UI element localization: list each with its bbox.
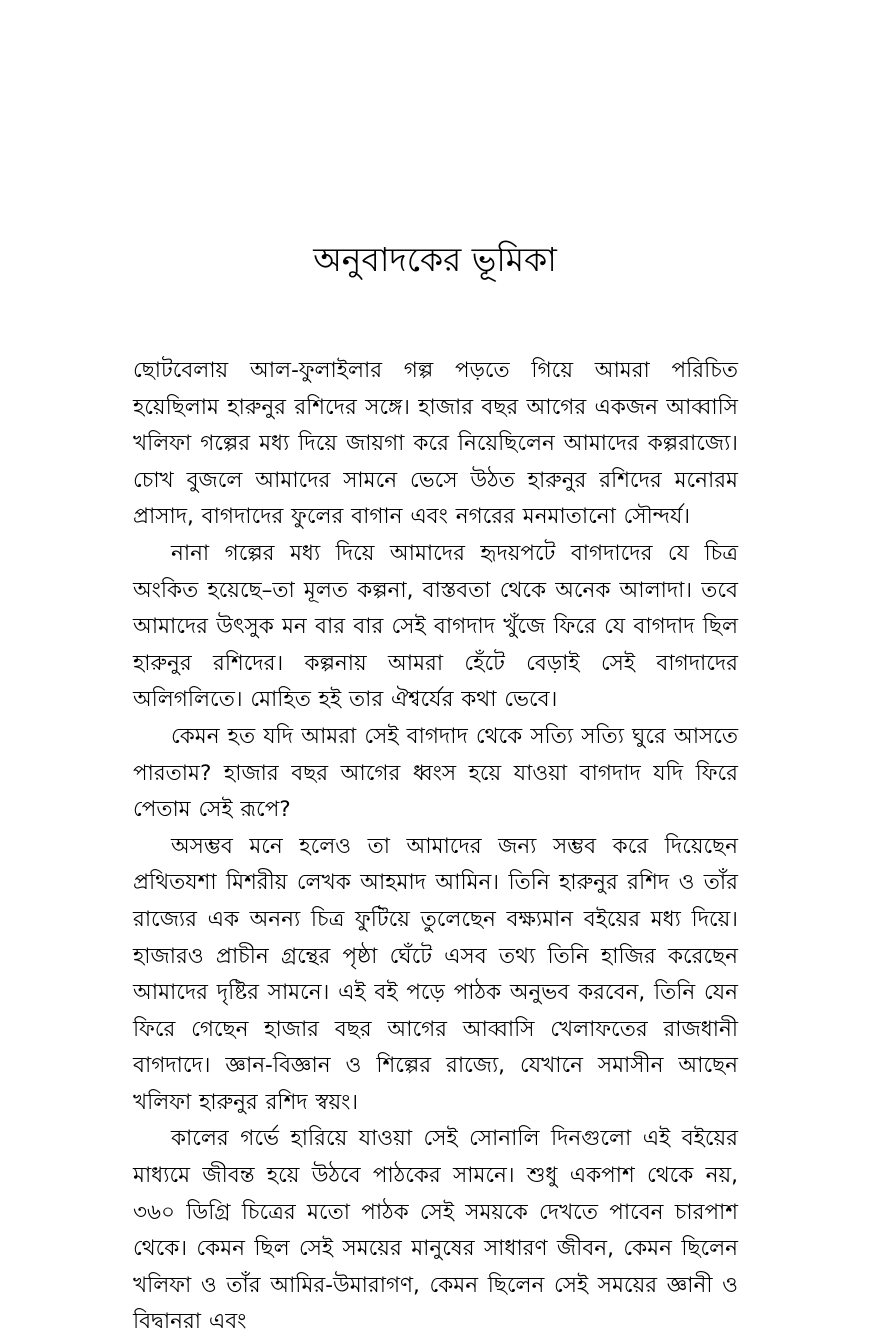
body-text — [133, 353, 738, 1341]
paragraph-1: ছোটবেলায় আল-ফুলাইলার গল্প পড়তে গিয়ে আমরা পরিচিত হয়েছিলাম হারুনুর রশিদের সঙ্গে। হাজার বছর আগের একজন আব্বাসি খলিফা গল্পের মধ্য দিয়ে জায়গা করে নিয়েছিলেন আমাদের কল্পরাজ্যে। চোখ বুজলে আমাদের সামনে ভেসে উঠত হারুনুর রশিদের মনোরম প্রাসাদ, বাগদাদের ফুলের বাগান এবং নগরের মনমাতানো সৌন্দর্য। — [133, 358, 738, 530]
paragraph-3: কেমন হত যদি আমরা সেই বাগদাদ থেকে সত্যি সত্যি ঘুরে আসতে পারতাম? হাজার বছর আগের ধ্বংস হয়ে যাওয়া বাগদাদ যদি ফিরে পেতাম সেই রূপে? — [133, 723, 738, 823]
paragraph-2: নানা গল্পের মধ্য দিয়ে আমাদের হৃদয়পটে বাগদাদের যে চিত্র অংকিত হয়েছে–তা মূলত কল্পনা, বাস্তবতা থেকে অনেক আলাদা। তবে আমাদের উৎসুক মন বার বার সেই বাগদাদ খুঁজে ফিরে যে বাগদাদ ছিল হারুনুর রশিদের। কল্পনায় আমরা হেঁটে বেড়াই সেই বাগদাদের অলিগলিতে। মোহিত হই তার ঐশ্বর্যের কথা ভেবে। — [133, 540, 738, 713]
paragraph-5: কালের গর্ভে হারিয়ে যাওয়া সেই সোনালি দিনগুলো এই বইয়ের মাধ্যমে জীবন্ত হয়ে উঠবে পাঠকের সামনে। শুধু একপাশ থেকে নয়, ৩৬০ ডিগ্রি চিত্রের মতো পাঠক সেই সময়কে দেখতে পাবেন চারপাশ থেকে। কেমন ছিল সেই সময়ের মানুষের সাধারণ জীবন, কেমন ছিলেন খলিফা ও তাঁর আমির-উমারাগণ, কেমন ছিলেন সেই সময়ের জ্ঞানী ও বিদ্বানরা এবং — [133, 1126, 738, 1335]
paragraph-4: অসম্ভব মনে হলেও তা আমাদের জন্য সম্ভব করে দিয়েছেন প্রথিতযশা মিশরীয় লেখক আহমাদ আমিন। তিনি হারুনুর রশিদ ও তাঁর রাজ্যের এক অনন্য চিত্র ফুটিয়ে তুলেছেন বক্ষ্যমান বইয়ের মধ্য দিয়ে। হাজারও প্রাচীন গ্রন্থের পৃষ্ঠা ঘেঁটে এসব তথ্য তিনি হাজির করেছেন আমাদের দৃষ্টির সামনে। এই বই পড়ে পাঠক অনুভব করবেন, তিনি যেন ফিরে গেছেন হাজার বছর আগের আব্বাসি খেলাফতের রাজধানী বাগদাদে। জ্ঞান-বিজ্ঞান ও শিল্পের রাজ্যে, যেখানে সমাসীন আছেন খলিফা হারুনুর রশিদ স্বয়ং। — [133, 833, 738, 1115]
page-title: অনুবাদকের ভূমিকা — [313, 240, 557, 279]
